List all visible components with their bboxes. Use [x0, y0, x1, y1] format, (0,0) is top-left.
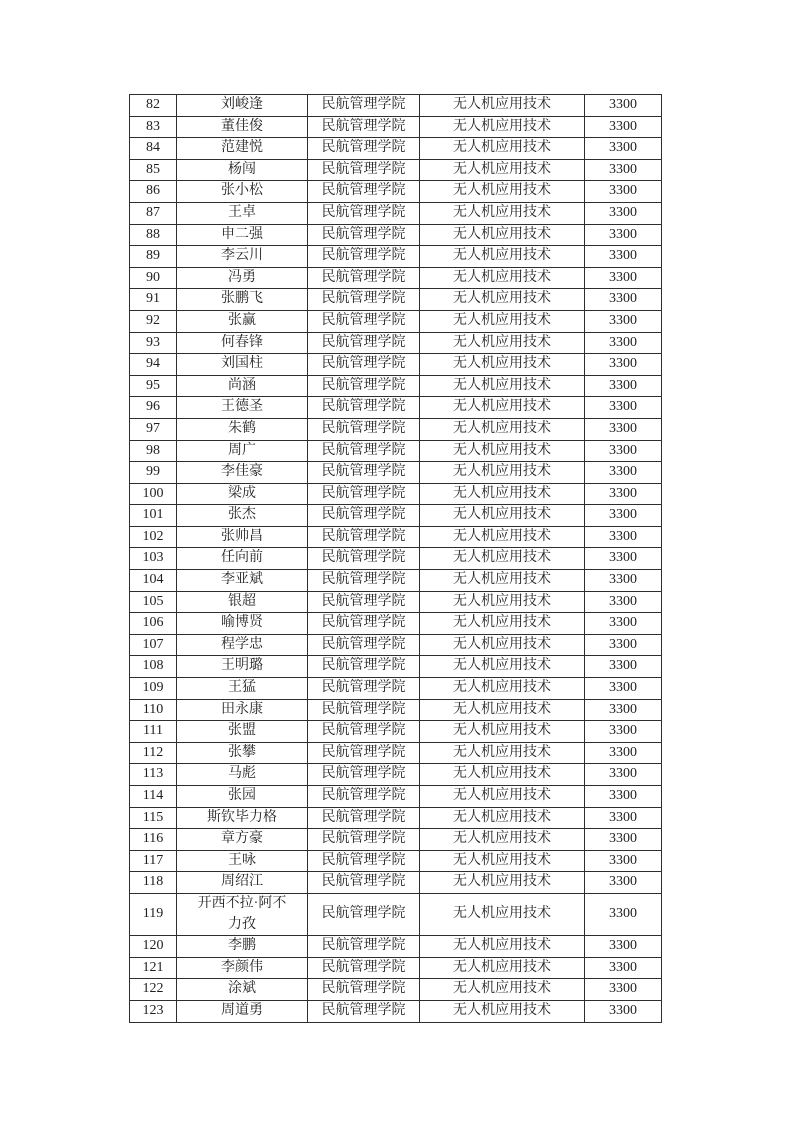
cell-no: 94	[130, 354, 177, 376]
student-name: 任向前	[221, 550, 263, 566]
student-name: 朱鹤	[228, 420, 256, 436]
cell-no: 104	[130, 570, 177, 592]
cell-major: 无人机应用技术	[420, 678, 585, 700]
cell-name	[177, 634, 308, 656]
cell-name	[177, 397, 308, 419]
cell-college: 民航管理学院	[308, 246, 420, 268]
student-name: 程学忠	[221, 636, 263, 652]
cell-college: 民航管理学院	[308, 116, 420, 138]
table-row	[130, 699, 662, 721]
cell-no: 82	[130, 95, 177, 117]
cell-major: 无人机应用技术	[420, 526, 585, 548]
cell-no: 106	[130, 613, 177, 635]
cell-major: 无人机应用技术	[420, 936, 585, 958]
table-row	[130, 742, 662, 764]
cell-fee: 3300	[585, 591, 662, 613]
cell-major: 无人机应用技术	[420, 786, 585, 808]
cell-name	[177, 786, 308, 808]
cell-college: 民航管理学院	[308, 548, 420, 570]
cell-name	[177, 440, 308, 462]
cell-no: 103	[130, 548, 177, 570]
cell-college: 民航管理学院	[308, 786, 420, 808]
cell-no: 99	[130, 462, 177, 484]
cell-college: 民航管理学院	[308, 418, 420, 440]
cell-college: 民航管理学院	[308, 440, 420, 462]
cell-name	[177, 289, 308, 311]
cell-name	[177, 505, 308, 527]
cell-name	[177, 893, 308, 935]
cell-fee: 3300	[585, 764, 662, 786]
cell-fee: 3300	[585, 483, 662, 505]
cell-fee: 3300	[585, 95, 662, 117]
student-name: 马彪	[228, 766, 256, 782]
cell-no: 118	[130, 872, 177, 894]
student-name: 周广	[228, 442, 256, 458]
cell-major: 无人机应用技术	[420, 224, 585, 246]
cell-fee: 3300	[585, 505, 662, 527]
cell-fee: 3300	[585, 979, 662, 1001]
cell-no: 93	[130, 332, 177, 354]
cell-fee: 3300	[585, 202, 662, 224]
cell-no: 89	[130, 246, 177, 268]
roster-body	[130, 95, 662, 1023]
cell-fee: 3300	[585, 1000, 662, 1022]
table-row	[130, 548, 662, 570]
table-row	[130, 505, 662, 527]
cell-college: 民航管理学院	[308, 181, 420, 203]
student-name: 张帅昌	[221, 528, 263, 544]
student-name: 王明璐	[221, 658, 263, 674]
student-name: 李颜伟	[221, 959, 263, 975]
table-row	[130, 418, 662, 440]
cell-college: 民航管理学院	[308, 591, 420, 613]
table-row	[130, 872, 662, 894]
cell-name	[177, 979, 308, 1001]
table-row	[130, 159, 662, 181]
cell-name	[177, 936, 308, 958]
student-name: 李云川	[221, 248, 263, 264]
student-name: 何春锋	[221, 334, 263, 350]
student-name: 梁成	[228, 485, 256, 501]
cell-major: 无人机应用技术	[420, 872, 585, 894]
table-row	[130, 95, 662, 117]
cell-no: 109	[130, 678, 177, 700]
cell-no: 95	[130, 375, 177, 397]
table-row	[130, 850, 662, 872]
cell-fee: 3300	[585, 354, 662, 376]
student-name: 尚涵	[228, 377, 256, 393]
cell-major: 无人机应用技术	[420, 721, 585, 743]
cell-fee: 3300	[585, 786, 662, 808]
student-name: 申二强	[221, 226, 263, 242]
cell-name	[177, 1000, 308, 1022]
cell-no: 107	[130, 634, 177, 656]
cell-fee: 3300	[585, 440, 662, 462]
cell-fee: 3300	[585, 957, 662, 979]
cell-college: 民航管理学院	[308, 224, 420, 246]
table-row	[130, 375, 662, 397]
cell-major: 无人机应用技术	[420, 354, 585, 376]
cell-major: 无人机应用技术	[420, 181, 585, 203]
cell-college: 民航管理学院	[308, 354, 420, 376]
cell-major: 无人机应用技术	[420, 116, 585, 138]
cell-fee: 3300	[585, 829, 662, 851]
student-name: 刘国柱	[221, 356, 263, 372]
cell-college: 民航管理学院	[308, 979, 420, 1001]
cell-major: 无人机应用技术	[420, 138, 585, 160]
cell-no: 105	[130, 591, 177, 613]
cell-name	[177, 202, 308, 224]
cell-fee: 3300	[585, 721, 662, 743]
table-row	[130, 224, 662, 246]
student-name: 董佳俊	[221, 118, 263, 134]
table-row	[130, 289, 662, 311]
table-row	[130, 483, 662, 505]
cell-college: 民航管理学院	[308, 138, 420, 160]
cell-major: 无人机应用技术	[420, 310, 585, 332]
table-row	[130, 462, 662, 484]
cell-fee: 3300	[585, 526, 662, 548]
table-row	[130, 267, 662, 289]
cell-name	[177, 807, 308, 829]
cell-major: 无人机应用技术	[420, 418, 585, 440]
cell-college: 民航管理学院	[308, 699, 420, 721]
cell-college: 民航管理学院	[308, 332, 420, 354]
cell-college: 民航管理学院	[308, 570, 420, 592]
cell-college: 民航管理学院	[308, 678, 420, 700]
cell-no: 122	[130, 979, 177, 1001]
cell-college: 民航管理学院	[308, 267, 420, 289]
cell-major: 无人机应用技术	[420, 375, 585, 397]
cell-college: 民航管理学院	[308, 872, 420, 894]
cell-college: 民航管理学院	[308, 505, 420, 527]
cell-fee: 3300	[585, 462, 662, 484]
cell-college: 民航管理学院	[308, 526, 420, 548]
cell-college: 民航管理学院	[308, 936, 420, 958]
cell-name	[177, 678, 308, 700]
table-row	[130, 786, 662, 808]
table-row	[130, 181, 662, 203]
cell-major: 无人机应用技术	[420, 699, 585, 721]
cell-name	[177, 354, 308, 376]
table-row	[130, 354, 662, 376]
student-name: 田永康	[221, 701, 263, 717]
cell-fee: 3300	[585, 613, 662, 635]
cell-fee: 3300	[585, 289, 662, 311]
student-name: 杨闯	[228, 161, 256, 177]
cell-fee: 3300	[585, 570, 662, 592]
cell-major: 无人机应用技术	[420, 462, 585, 484]
cell-no: 85	[130, 159, 177, 181]
table-row	[130, 764, 662, 786]
cell-no: 117	[130, 850, 177, 872]
cell-name	[177, 483, 308, 505]
cell-college: 民航管理学院	[308, 310, 420, 332]
cell-name	[177, 267, 308, 289]
cell-name	[177, 656, 308, 678]
cell-college: 民航管理学院	[308, 829, 420, 851]
table-row	[130, 613, 662, 635]
cell-college: 民航管理学院	[308, 289, 420, 311]
cell-no: 87	[130, 202, 177, 224]
cell-no: 119	[130, 893, 177, 935]
cell-name	[177, 829, 308, 851]
cell-no: 84	[130, 138, 177, 160]
cell-name	[177, 613, 308, 635]
cell-name	[177, 764, 308, 786]
cell-fee: 3300	[585, 742, 662, 764]
cell-college: 民航管理学院	[308, 634, 420, 656]
cell-name	[177, 526, 308, 548]
student-name: 王猛	[228, 680, 256, 696]
table-row	[130, 202, 662, 224]
cell-no: 90	[130, 267, 177, 289]
cell-fee: 3300	[585, 332, 662, 354]
table-row	[130, 570, 662, 592]
cell-name	[177, 375, 308, 397]
cell-name	[177, 246, 308, 268]
cell-no: 108	[130, 656, 177, 678]
cell-fee: 3300	[585, 397, 662, 419]
cell-college: 民航管理学院	[308, 1000, 420, 1022]
cell-fee: 3300	[585, 634, 662, 656]
cell-college: 民航管理学院	[308, 462, 420, 484]
cell-major: 无人机应用技术	[420, 397, 585, 419]
cell-no: 97	[130, 418, 177, 440]
student-name: 张杰	[228, 507, 256, 523]
cell-college: 民航管理学院	[308, 850, 420, 872]
cell-fee: 3300	[585, 267, 662, 289]
cell-college: 民航管理学院	[308, 397, 420, 419]
cell-no: 112	[130, 742, 177, 764]
cell-major: 无人机应用技术	[420, 979, 585, 1001]
table-row	[130, 957, 662, 979]
student-roster-table	[129, 94, 662, 1023]
cell-name	[177, 138, 308, 160]
cell-major: 无人机应用技术	[420, 893, 585, 935]
cell-fee: 3300	[585, 159, 662, 181]
cell-major: 无人机应用技术	[420, 1000, 585, 1022]
cell-major: 无人机应用技术	[420, 742, 585, 764]
student-name: 开西不拉·阿不力孜	[197, 895, 287, 932]
cell-no: 110	[130, 699, 177, 721]
table-row	[130, 440, 662, 462]
student-name: 张攀	[228, 744, 256, 760]
student-name: 王咏	[228, 852, 256, 868]
cell-major: 无人机应用技术	[420, 807, 585, 829]
cell-fee: 3300	[585, 246, 662, 268]
cell-major: 无人机应用技术	[420, 591, 585, 613]
cell-no: 88	[130, 224, 177, 246]
table-row	[130, 397, 662, 419]
table-row	[130, 1000, 662, 1022]
cell-major: 无人机应用技术	[420, 289, 585, 311]
cell-no: 123	[130, 1000, 177, 1022]
cell-college: 民航管理学院	[308, 764, 420, 786]
cell-fee: 3300	[585, 893, 662, 935]
student-name: 李鹏	[228, 938, 256, 954]
cell-name	[177, 570, 308, 592]
cell-major: 无人机应用技术	[420, 440, 585, 462]
cell-major: 无人机应用技术	[420, 505, 585, 527]
cell-fee: 3300	[585, 418, 662, 440]
cell-name	[177, 462, 308, 484]
cell-name	[177, 95, 308, 117]
cell-name	[177, 872, 308, 894]
cell-name	[177, 850, 308, 872]
cell-no: 100	[130, 483, 177, 505]
student-name: 银超	[228, 593, 256, 609]
cell-college: 民航管理学院	[308, 159, 420, 181]
cell-major: 无人机应用技术	[420, 483, 585, 505]
table-row	[130, 678, 662, 700]
cell-no: 114	[130, 786, 177, 808]
student-name: 张小松	[221, 183, 263, 199]
cell-college: 民航管理学院	[308, 742, 420, 764]
table-row	[130, 310, 662, 332]
cell-no: 96	[130, 397, 177, 419]
cell-college: 民航管理学院	[308, 375, 420, 397]
cell-fee: 3300	[585, 850, 662, 872]
cell-name	[177, 957, 308, 979]
cell-fee: 3300	[585, 807, 662, 829]
cell-fee: 3300	[585, 699, 662, 721]
table-row	[130, 634, 662, 656]
table-row	[130, 829, 662, 851]
cell-name	[177, 742, 308, 764]
cell-fee: 3300	[585, 548, 662, 570]
student-name: 喻博贤	[221, 615, 263, 631]
cell-name	[177, 418, 308, 440]
cell-no: 121	[130, 957, 177, 979]
cell-no: 111	[130, 721, 177, 743]
student-name: 周道勇	[221, 1002, 263, 1018]
cell-name	[177, 548, 308, 570]
cell-no: 101	[130, 505, 177, 527]
cell-no: 120	[130, 936, 177, 958]
student-name: 章方豪	[221, 831, 263, 847]
cell-no: 98	[130, 440, 177, 462]
student-name: 李亚斌	[221, 572, 263, 588]
student-name: 王卓	[228, 204, 256, 220]
cell-name	[177, 699, 308, 721]
cell-major: 无人机应用技术	[420, 246, 585, 268]
student-name: 范建悦	[221, 140, 263, 156]
cell-major: 无人机应用技术	[420, 548, 585, 570]
cell-name	[177, 224, 308, 246]
table-row	[130, 246, 662, 268]
table-row	[130, 138, 662, 160]
cell-name	[177, 591, 308, 613]
cell-college: 民航管理学院	[308, 202, 420, 224]
cell-college: 民航管理学院	[308, 483, 420, 505]
cell-name	[177, 181, 308, 203]
cell-college: 民航管理学院	[308, 721, 420, 743]
cell-fee: 3300	[585, 310, 662, 332]
cell-fee: 3300	[585, 116, 662, 138]
cell-name	[177, 721, 308, 743]
cell-name	[177, 332, 308, 354]
table-row	[130, 936, 662, 958]
cell-fee: 3300	[585, 375, 662, 397]
table-row	[130, 526, 662, 548]
cell-name	[177, 310, 308, 332]
cell-major: 无人机应用技术	[420, 850, 585, 872]
cell-no: 83	[130, 116, 177, 138]
cell-major: 无人机应用技术	[420, 159, 585, 181]
student-name: 周绍江	[221, 874, 263, 890]
cell-college: 民航管理学院	[308, 613, 420, 635]
cell-no: 116	[130, 829, 177, 851]
table-row	[130, 979, 662, 1001]
student-name: 张盟	[228, 723, 256, 739]
student-name: 张园	[228, 788, 256, 803]
table-row	[130, 721, 662, 743]
cell-name	[177, 159, 308, 181]
cell-no: 91	[130, 289, 177, 311]
table-row	[130, 807, 662, 829]
cell-major: 无人机应用技术	[420, 267, 585, 289]
cell-fee: 3300	[585, 138, 662, 160]
table-row	[130, 332, 662, 354]
student-name: 王德圣	[221, 399, 263, 415]
cell-college: 民航管理学院	[308, 893, 420, 935]
cell-major: 无人机应用技术	[420, 95, 585, 117]
cell-no: 102	[130, 526, 177, 548]
student-name: 冯勇	[228, 269, 256, 285]
table-row	[130, 893, 662, 935]
student-name: 李佳豪	[221, 464, 263, 480]
cell-fee: 3300	[585, 936, 662, 958]
student-name: 斯钦毕力格	[207, 809, 277, 825]
student-name: 张赢	[228, 312, 256, 328]
cell-fee: 3300	[585, 656, 662, 678]
cell-no: 113	[130, 764, 177, 786]
cell-no: 115	[130, 807, 177, 829]
table-row	[130, 656, 662, 678]
cell-college: 民航管理学院	[308, 95, 420, 117]
cell-fee: 3300	[585, 181, 662, 203]
cell-college: 民航管理学院	[308, 957, 420, 979]
cell-college: 民航管理学院	[308, 656, 420, 678]
cell-major: 无人机应用技术	[420, 202, 585, 224]
cell-major: 无人机应用技术	[420, 570, 585, 592]
cell-fee: 3300	[585, 224, 662, 246]
student-name: 涂斌	[228, 981, 256, 997]
cell-major: 无人机应用技术	[420, 764, 585, 786]
student-name: 张鹏飞	[221, 291, 263, 307]
cell-major: 无人机应用技术	[420, 613, 585, 635]
cell-major: 无人机应用技术	[420, 957, 585, 979]
cell-major: 无人机应用技术	[420, 829, 585, 851]
cell-name	[177, 116, 308, 138]
table-row	[130, 591, 662, 613]
cell-no: 92	[130, 310, 177, 332]
table-row	[130, 116, 662, 138]
cell-major: 无人机应用技术	[420, 656, 585, 678]
student-name: 刘峻逢	[221, 97, 263, 112]
cell-fee: 3300	[585, 678, 662, 700]
cell-major: 无人机应用技术	[420, 634, 585, 656]
cell-no: 86	[130, 181, 177, 203]
cell-fee: 3300	[585, 872, 662, 894]
cell-major: 无人机应用技术	[420, 332, 585, 354]
cell-college: 民航管理学院	[308, 807, 420, 829]
